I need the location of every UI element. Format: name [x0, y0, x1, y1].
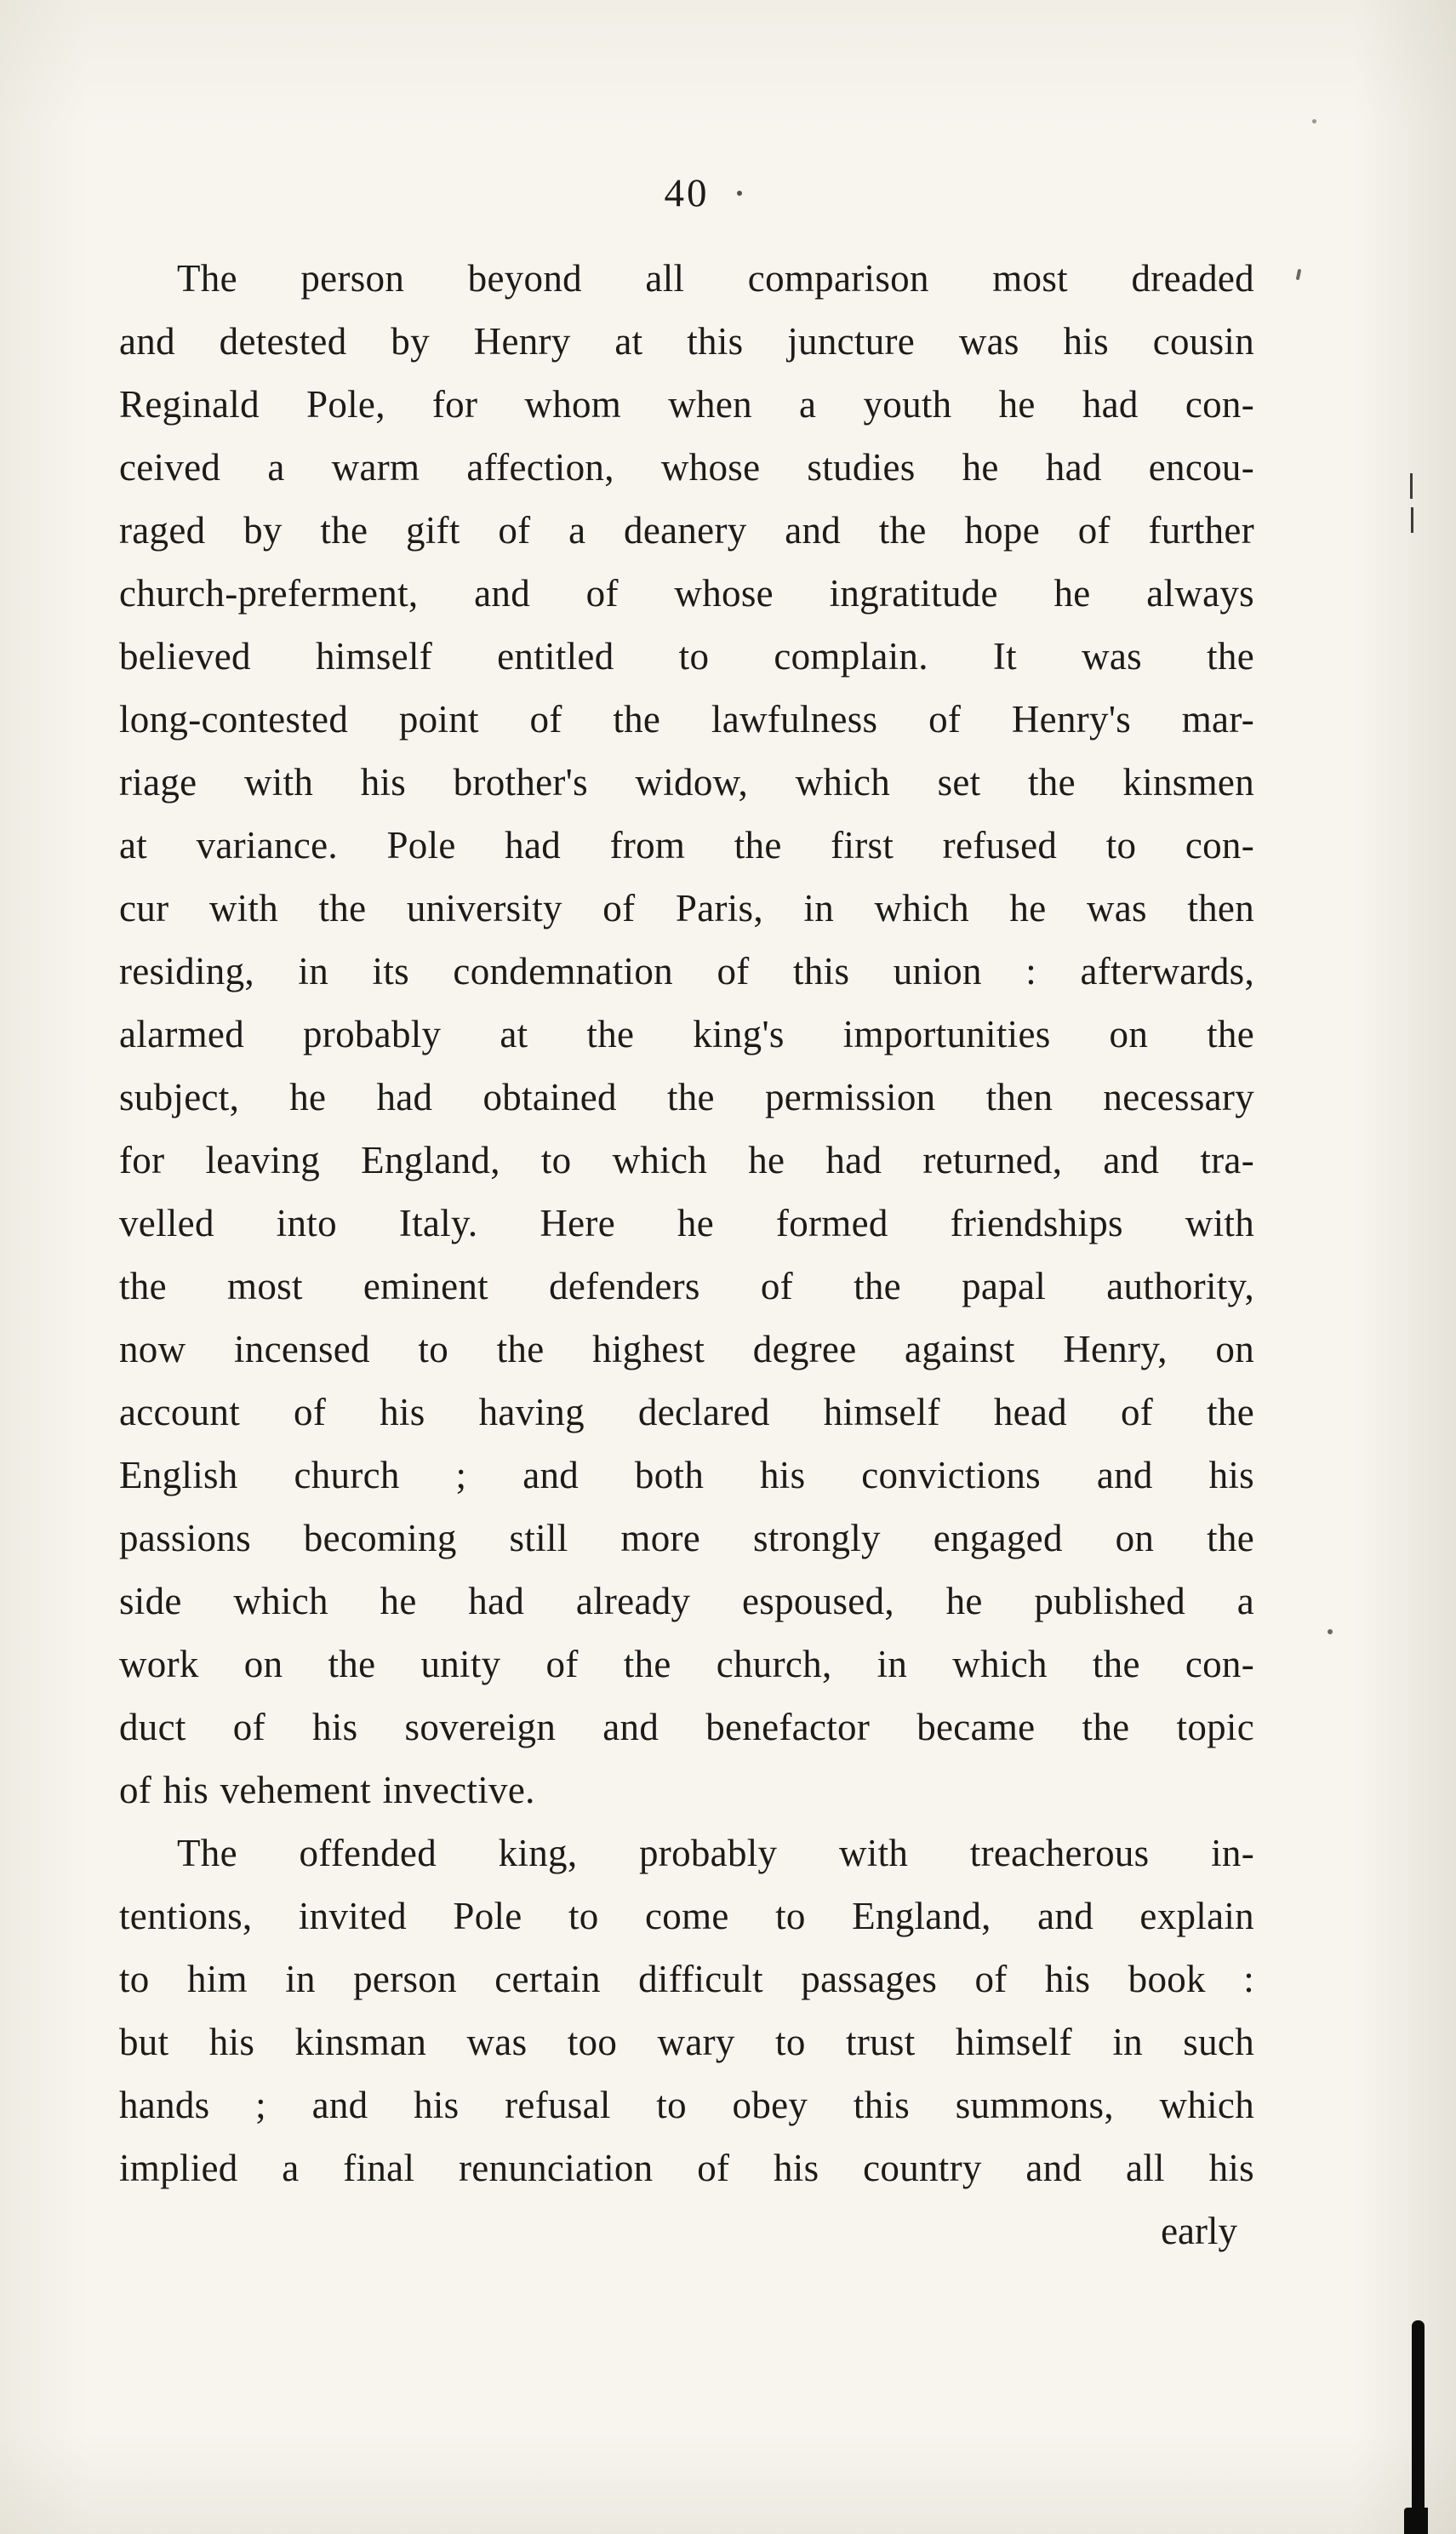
text-line: long-contested point of the lawfulness of Henry's mar- [119, 698, 1254, 741]
binding-shadow-bar-foot [1404, 2508, 1428, 2534]
page-text [119, 247, 1254, 2262]
catchword: early [1161, 2210, 1237, 2252]
text-line: The person beyond all comparison most dreaded [177, 257, 1254, 300]
text-line: Reginald Pole, for whom when a youth he had con- [119, 383, 1254, 426]
text-line: of his vehement invective. [119, 1769, 535, 1811]
text-line: church-preferment, and of whose ingratitude he always [119, 572, 1254, 615]
scan-artifact-dot [1328, 1629, 1333, 1634]
page-number: 40 [664, 171, 710, 215]
text-line: believed himself entitled to complain. It was the [119, 635, 1254, 678]
paragraph [119, 247, 1254, 1822]
margin-tick-mark [1410, 473, 1413, 499]
text-line: for leaving England, to which he had returned, and tra- [119, 1139, 1254, 1181]
text-line: but his kinsman was too wary to trust himself in such [119, 2021, 1254, 2063]
text-line: alarmed probably at the king's importunities on the [119, 1013, 1254, 1055]
text-line: English church ; and both his convictions and his [119, 1454, 1254, 1496]
text-line: velled into Italy. Here he formed friendships with [119, 1202, 1254, 1244]
text-line: side which he had already espoused, he published a [119, 1580, 1254, 1622]
text-line: now incensed to the highest degree against Henry, on [119, 1328, 1254, 1370]
scan-artifact-dot [737, 191, 742, 196]
text-line: and detested by Henry at this juncture was his cousin [119, 320, 1254, 363]
binding-shadow-bar [1412, 2320, 1425, 2534]
margin-tick-mark [1411, 507, 1413, 533]
paragraph [119, 1822, 1254, 2199]
text-line: hands ; and his refusal to obey this summons, which [119, 2084, 1254, 2126]
text-line: work on the unity of the church, in which the con- [119, 1643, 1254, 1685]
text-line: at variance. Pole had from the first refused to con- [119, 824, 1254, 867]
scan-artifact-mark [1296, 269, 1302, 281]
text-line: residing, in its condemnation of this union : afterwards, [119, 950, 1254, 992]
scan-artifact-dot [1312, 119, 1316, 123]
text-line: duct of his sovereign and benefactor became the topic [119, 1706, 1254, 1748]
text-line: account of his having declared himself head of the [119, 1391, 1254, 1433]
text-line: subject, he had obtained the permission then necessary [119, 1076, 1254, 1118]
text-line: The offended king, probably with treacherous in- [177, 1832, 1254, 1874]
text-line: ceived a warm affection, whose studies he had encou- [119, 446, 1254, 489]
text-line: the most eminent defenders of the papal authority, [119, 1265, 1254, 1307]
text-line: passions becoming still more strongly engaged on the [119, 1517, 1254, 1559]
text-line: tentions, invited Pole to come to England, and explain [119, 1895, 1254, 1937]
text-line: to him in person certain difficult passages of his book : [119, 1958, 1254, 2000]
text-line: riage with his brother's widow, which set the kinsmen [119, 761, 1254, 804]
text-line: raged by the gift of a deanery and the hope of further [119, 509, 1254, 552]
text-line: cur with the university of Paris, in which he was then [119, 887, 1254, 930]
text-line: implied a final renunciation of his country and all his [119, 2147, 1254, 2189]
